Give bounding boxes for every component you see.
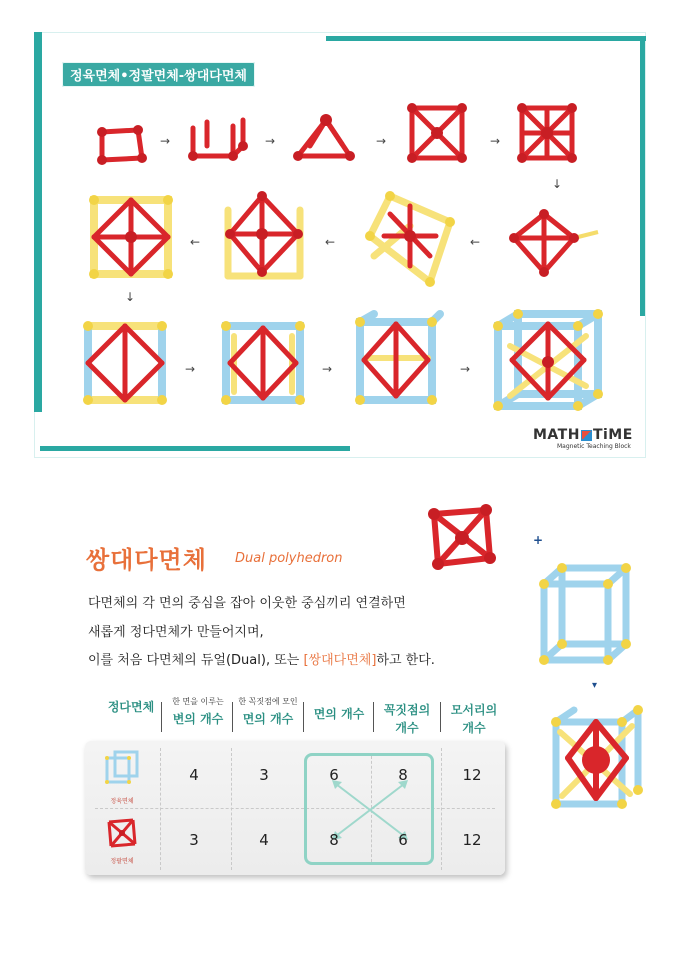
description-highlight: [쌍대다면체] (303, 653, 377, 668)
cube-thumbnail (103, 748, 141, 788)
header-faces (305, 704, 373, 722)
cube-logo-icon (581, 430, 592, 441)
cell-octa-faces-per-vertex: 4 (259, 831, 269, 849)
description-line-1: 다면체의 각 면의 중심을 잡아 이웃한 중심끼리 연결하면 (88, 596, 406, 611)
row-divider (95, 808, 495, 809)
model-octa-blue-late (352, 308, 444, 408)
col-divider (231, 748, 232, 870)
description-line-3 (88, 649, 435, 668)
col-divider (441, 748, 442, 870)
model-complete-dual (490, 306, 610, 416)
arrow-8: ← (190, 235, 201, 249)
header-vertices-label: 꼭짓점의 개수 (383, 703, 431, 735)
header-polyhedron-label: 정다면체 (107, 700, 155, 714)
arrow-9: ↓ (125, 290, 136, 304)
brand-name-left: MATH (533, 427, 580, 443)
model-octa-yellow-start (508, 208, 588, 280)
model-half-octa (404, 100, 470, 166)
header-edges-per-face (165, 698, 231, 726)
side-octahedron (424, 502, 500, 574)
header-divider (161, 702, 162, 732)
col-divider (160, 748, 161, 870)
arrow-7: ← (325, 235, 336, 249)
cell-octa-edges-per-face: 3 (189, 831, 199, 849)
cell-cube-vertices: 8 (398, 766, 408, 784)
model-octa-yellow-partial (360, 186, 460, 290)
header-polyhedron (96, 697, 166, 715)
arrow-11: → (322, 362, 333, 376)
down-arrow-icon: ▾ (592, 680, 598, 691)
model-octa-in-yellow-cube (86, 192, 176, 282)
arrow-1: → (160, 134, 171, 148)
arrow-10: → (185, 362, 196, 376)
cell-octa-edges: 12 (462, 831, 482, 849)
frame-top (326, 36, 646, 41)
model-pyramid (290, 112, 360, 166)
model-octa-blue-mid (218, 318, 308, 408)
row-label-octahedron: 정팔면체 (110, 858, 134, 865)
frame-left (34, 32, 42, 412)
cell-cube-edges-per-face: 4 (189, 766, 199, 784)
description-line-2: 새롭게 정다면체가 만들어지며, (88, 625, 264, 640)
header-badge: 정육면체•정팔면체-쌍대다면체 (62, 62, 255, 87)
header-faces-label: 면의 개수 (313, 707, 365, 721)
frame-bottom (40, 446, 350, 451)
model-square (92, 122, 152, 166)
model-octa-blue-start (80, 318, 170, 408)
arrow-6: ← (470, 235, 481, 249)
header-divider (373, 702, 374, 732)
header-divider (303, 702, 304, 732)
description-line-3-pre: 이를 처음 다면체의 듀얼(Dual), 또는 (88, 653, 304, 668)
arrow-3: → (376, 134, 387, 148)
arrow-12: → (460, 362, 471, 376)
model-prism-start (185, 114, 251, 166)
arrow-5: ↓ (552, 177, 563, 191)
row-label-cube: 정육면체 (110, 798, 134, 805)
plus-sign: + (533, 533, 544, 547)
brand-tagline: Magnetic Teaching Block (557, 443, 631, 450)
side-cube (536, 560, 636, 670)
arrow-2: → (265, 134, 276, 148)
section-title: 쌍대다면체 (86, 546, 207, 574)
header-edges-label: 모서리의 개수 (450, 703, 498, 735)
arrow-4: → (490, 134, 501, 148)
header-divider (232, 702, 233, 732)
side-dual-model (548, 702, 644, 814)
header-edges-per-face-note: 한 면을 이루는 (172, 697, 224, 706)
header-edges (442, 700, 506, 735)
cell-octa-vertices: 6 (398, 831, 408, 849)
brand-name-right: TiME (592, 427, 633, 443)
cell-cube-faces-per-vertex: 3 (259, 766, 269, 784)
cell-cube-edges: 12 (462, 766, 482, 784)
cell-cube-faces: 6 (329, 766, 339, 784)
header-vertices (375, 700, 439, 735)
model-octa-cube-red (514, 100, 582, 168)
header-faces-per-vertex-label: 면의 개수 (242, 711, 294, 726)
header-faces-per-vertex-note: 한 꼭짓점에 모인 (238, 697, 298, 706)
cell-octa-faces: 8 (329, 831, 339, 849)
frame-right (640, 36, 645, 316)
header-divider (440, 702, 441, 732)
octahedron-thumbnail (105, 816, 139, 850)
description-line-3-post: 하고 한다. (376, 653, 435, 668)
header-faces-per-vertex (234, 698, 302, 726)
section-subtitle: Dual polyhedron (235, 551, 343, 566)
model-octa-yellow-mid (222, 190, 306, 282)
header-edges-per-face-label: 변의 개수 (172, 711, 224, 726)
brand-logo (533, 427, 633, 443)
